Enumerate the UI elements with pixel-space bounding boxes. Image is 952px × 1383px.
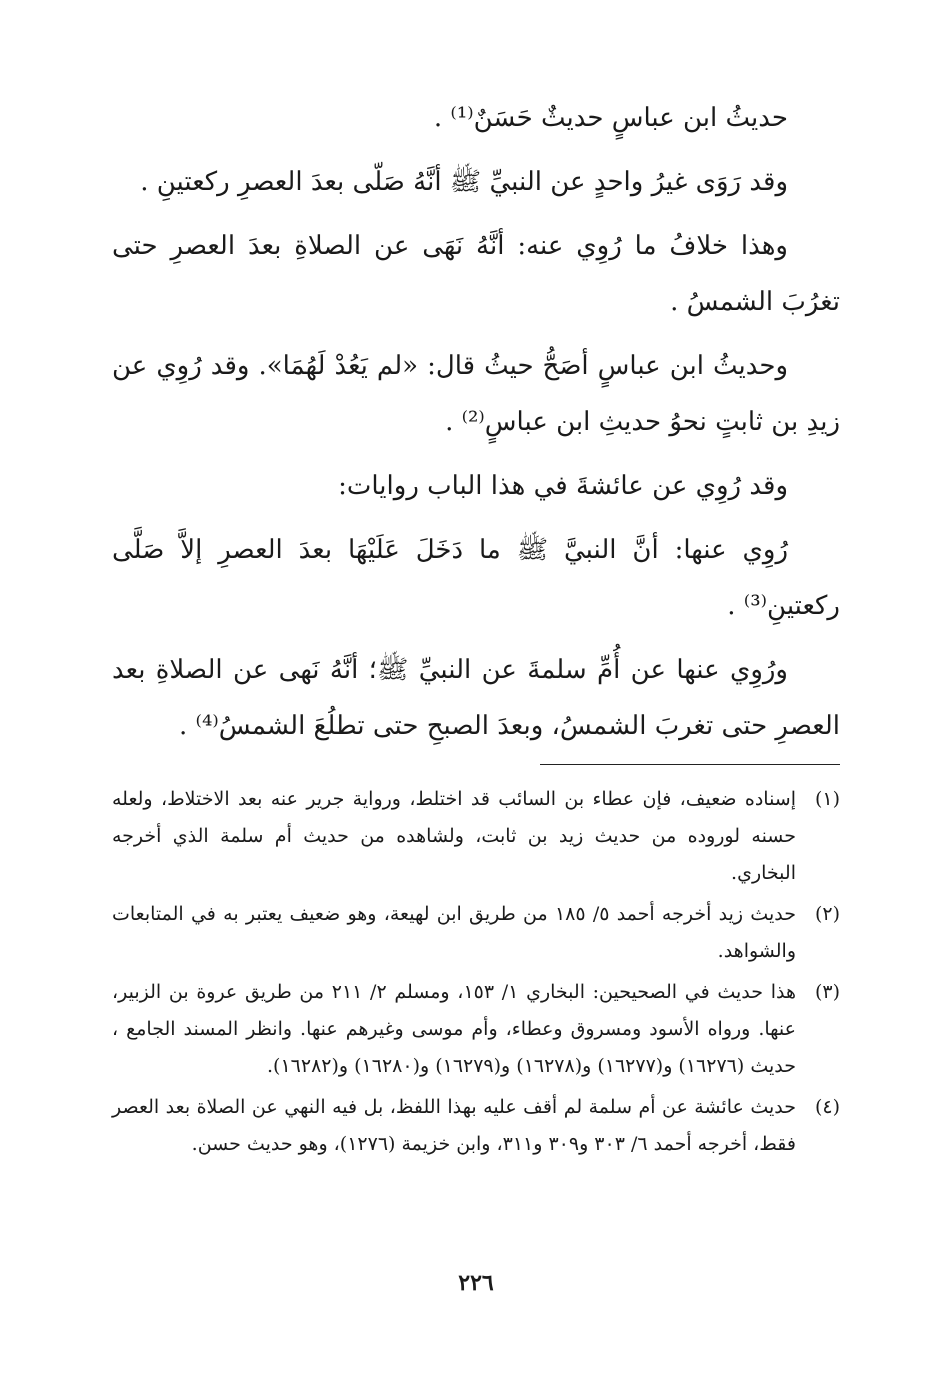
- paragraph: وقد رُوِي عن عائشةَ في هذا الباب روايات:: [338, 471, 788, 501]
- paragraph: ورُوِي عنها عن أُمِّ سلمةَ عن النبيِّ ﷺ؛ أنَّهُ نَهى عن الصلاةِ بعد العصرِ حتى تغربَ الشمسُ، وبعدَ الصبحِ حتى تطلُعَ الشمسُ⁽⁴⁾ .: [112, 655, 840, 741]
- paragraph: وقد رَوَى غيرُ واحدٍ عن النبيِّ ﷺ أنَّهُ صَلّى بعدَ العصرِ ركعتينِ .: [140, 167, 788, 197]
- footnote-item: [112, 781, 840, 892]
- book-page: [112, 90, 840, 1340]
- page-number: ٢٢٦: [458, 1270, 494, 1296]
- footnote-item: [112, 1089, 840, 1163]
- footnote-number: (٣): [814, 981, 840, 1003]
- footnote-number: (١): [814, 788, 840, 810]
- paragraph: رُوِي عنها: أنَّ النبيَّ ﷺ ما دَخَلَ عَلَيْهَا بعدَ العصرِ إلاَّ صَلَّى ركعتينِ⁽³⁾ .: [112, 535, 840, 621]
- footnote-text: إسناده ضعيف، فإن عطاء بن السائب قد اختلط، ورواية جرير عنه بعد الاختلاط، ولعله حسنه لوروده من حديث زيد بن ثابت، ولشاهده من حديث أم سلمة الذي أخرجه البخاري.: [112, 788, 796, 884]
- footnotes: [112, 781, 840, 1163]
- footnote-item: [112, 974, 840, 1085]
- footnote-item: [112, 896, 840, 970]
- paragraph: وهذا خلافُ ما رُوِي عنه: أنَّهُ نَهَى عن الصلاةِ بعدَ العصرِ حتى تغرُبَ الشمسُ .: [112, 231, 840, 317]
- footnote-text: هذا حديث في الصحيحين: البخاري ١/ ١٥٣، ومسلم ٢/ ٢١١ من طريق عروة بن الزبير، عنها. ورواه الأسود ومسروق وعطاء، وأم موسى وغيرهم عنها. وانظر المسند الجامع ، حديث (١٦٢٧٦) و(١٦٢٧٧) و(١٦٢٧٨) و(١٦٢٧٩) و(١٦٢٨٠) و(١٦٢٨٢).: [112, 981, 796, 1077]
- footnote-number: (٢): [814, 903, 840, 925]
- footnote-text: حديث زيد أخرجه أحمد ٥/ ١٨٥ من طريق ابن لهيعة، وهو ضعيف يعتبر به في المتابعات والشواهد.: [112, 903, 796, 962]
- footnote-number: (٤): [814, 1096, 840, 1118]
- main-text: [112, 90, 840, 754]
- paragraph: حديثُ ابن عباسٍ حديثٌ حَسَنٌ⁽¹⁾ .: [433, 103, 788, 133]
- footnote-separator: [540, 764, 840, 765]
- footnote-text: حديث عائشة عن أم سلمة لم أقف عليه بهذا اللفظ، بل فيه النهي عن الصلاة بعد العصر فقط، أخرجه أحمد ٦/ ٣٠٣ و٣٠٩ و٣١١، وابن خزيمة (١٢٧٦)، وهو حديث حسن.: [112, 1096, 796, 1155]
- paragraph: وحديثُ ابن عباسٍ أصَحُّ حيثُ قال: «لم يَعُدْ لَهُمَا». وقد رُوِي عن زيدِ بن ثابتٍ نحوُ حديثِ ابن عباسٍ⁽²⁾ .: [112, 351, 840, 437]
